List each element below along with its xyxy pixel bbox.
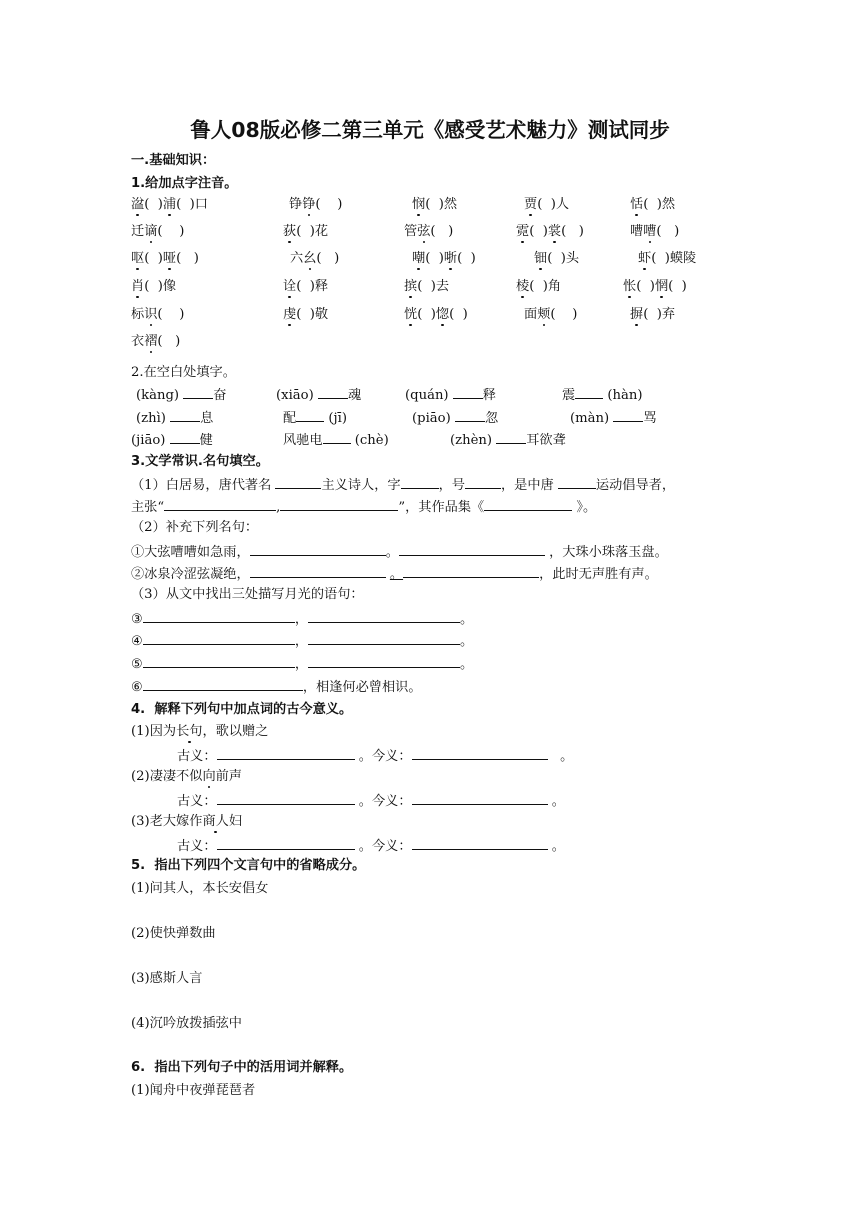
pinyin-blank: ( )蟆陵 [651,251,697,266]
pronunciation-item [412,196,457,214]
given-char: 忽 [484,411,499,426]
fill-item [405,385,496,405]
ellipsis-sentence: (1)问其人，本长安倡女 [131,881,269,896]
dotted-word: 长句 [176,724,203,739]
pinyin-blank: ( ) [561,224,584,239]
modern-blank [412,791,548,805]
pinyin-blank: ( ) [636,279,655,294]
dotted-char: 怅 [623,279,637,294]
ancient-blank [217,791,355,805]
fill-item [450,430,566,450]
pronunciation-item [412,250,476,268]
given-char: 奋 [213,388,227,403]
usage-sentence: (1)闻舟中夜弹琵琶者 [131,1083,256,1098]
dotted-char: 湓 [131,197,145,212]
blank-line [170,408,200,422]
given-char: 释 [482,388,496,403]
pronunciation-item [516,223,584,241]
pronunciation-item [404,223,453,241]
pinyin-blank: ( ) [457,251,476,266]
pinyin-blank: ( )头 [547,251,580,266]
pinyin: (quán) [405,388,449,403]
dotted-char: 颊 [537,307,551,322]
dotted-char: 恍 [404,307,418,322]
item-number: (2) [131,769,150,784]
plain-char: 标 [131,307,145,322]
dotted-char: 虾 [638,251,652,266]
question-2-heading: 2.在空白处填字。 [131,365,236,380]
pinyin: (zhì) [136,411,166,426]
pronunciation-item [524,196,569,214]
dotted-char: 铮 [302,197,316,212]
dotted-char: 惘 [654,279,669,294]
blank-line [323,430,351,444]
period: 。 [560,749,574,764]
pinyin: (kàng) [136,388,180,403]
pinyin-blank: ( ) [529,224,548,239]
meaning-answer [177,791,565,811]
dotted-char: 钿 [534,251,548,266]
pronunciation-item [283,306,328,324]
given-char: 耳欲聋 [526,433,566,448]
moon-line-4: ④ ， 。 [131,631,473,651]
given-char: 配 [283,411,297,426]
pronunciation-item [283,278,328,296]
moon-line-3: ③ ， 。 [131,609,473,629]
pronunciation-item [404,306,468,324]
question-5-heading: 5. 指出下列四个文言句中的省略成分。 [131,858,366,873]
given-char: 魂 [347,388,362,403]
pronunciation-item [630,196,675,214]
modern-label: 。今义： [358,749,412,764]
dotted-char: 诠 [283,279,297,294]
dotted-char: 棱 [516,279,530,294]
blank-line [318,385,348,399]
given-char: 息 [200,411,214,426]
pinyin-blank: ( )然 [643,197,676,212]
pronunciation-item [131,250,199,268]
dotted-char: 谪 [144,224,158,239]
quote-line-2: ②冰泉冷涩弦凝绝， 。 ，此时无声胜有声。 [131,564,658,584]
pinyin-blank: ( ) [157,224,185,239]
plain-char: 管 [404,224,418,239]
ellipsis-sentence: (4)沉吟放拨插弦中 [131,1016,242,1031]
modern-blank [412,836,548,850]
pronunciation-item [516,278,561,296]
pinyin-blank: ( )弃 [643,307,676,322]
pronunciation-item [630,306,675,324]
plain-char: 六 [290,251,304,266]
blank-line [455,408,485,422]
literature-subheading-3: （3）从文中找出三处描写月光的语句： [131,587,364,602]
meaning-sentence [131,768,242,786]
pinyin-blank: ( ) [550,307,578,322]
dotted-char: 摒 [630,307,644,322]
period: 。 [551,794,565,809]
given-char: 风驰电 [283,433,323,448]
pinyin: (jiāo) [131,433,166,448]
pinyin-blank: ( ) [425,251,444,266]
dotted-char: 虔 [283,307,297,322]
quote-line-1: ①大弦嘈嘈如急雨， 。 ，大珠小珠落玉盘。 [131,542,668,562]
fill-item [136,385,226,405]
pinyin: (piāo) [412,411,451,426]
fill-item [283,408,347,428]
pronunciation-item [630,223,679,241]
fill-item [283,430,389,450]
question-3-heading: 3.文学常识.名句填空。 [131,454,269,469]
sentence-text: 凄凄不似 [149,769,203,784]
dotted-char: 浦 [162,197,177,212]
pinyin: (hàn) [607,388,643,403]
pinyin-blank: ( )角 [529,279,562,294]
ancient-blank [217,746,355,760]
pinyin-blank: ( ) [417,307,436,322]
dotted-char: 幺 [303,251,317,266]
fill-item [570,408,657,428]
dotted-char: 嘈 [643,224,657,239]
plain-char: 迁 [131,224,145,239]
pronunciation-item [404,278,449,296]
dotted-char: 识 [144,307,158,322]
dotted-char: 弦 [417,224,431,239]
pinyin-blank: ( ) [315,197,343,212]
pinyin-blank: ( ) [157,334,181,349]
period: 。 [551,839,565,854]
ancient-label: 古义： [177,839,217,854]
pronunciation-item [131,196,208,214]
ancient-label: 古义： [177,749,217,764]
moon-line-5: ⑤ ， 。 [131,654,473,674]
sentence-text: 因为 [149,724,177,739]
plain-char: 衣 [131,334,145,349]
dotted-char: 哳 [443,251,458,266]
dotted-char: 荻 [283,224,297,239]
literature-line-2: 主张“ , ”，其作品集《 》。 [131,497,596,517]
pinyin-blank: ( ) [430,224,454,239]
blank-line [170,430,200,444]
dotted-char: 惚 [435,307,450,322]
item-number: (3) [131,814,150,829]
sentence-text: 前声 [215,769,242,784]
dotted-char: 摈 [404,279,418,294]
pronunciation-item [131,333,180,351]
pinyin: (xiāo) [276,388,314,403]
sentence-text: 老大嫁作 [149,814,203,829]
pronunciation-item [289,196,342,214]
fill-item [412,408,498,428]
pinyin-blank: ( ) [144,251,163,266]
question-6-heading: 6. 指出下列句子中的活用词并解释。 [131,1060,353,1075]
pronunciation-item [131,278,176,296]
moon-line-6: ⑥ ，相逢何必曾相识。 [131,677,422,697]
pinyin-blank: ( )释 [296,279,329,294]
blank-line [183,385,213,399]
meaning-sentence [131,723,268,741]
pronunciation-item [290,250,339,268]
pinyin-blank: ( ) [668,279,687,294]
sentence-text: 妇 [228,814,242,829]
ancient-blank [217,836,355,850]
fill-item [131,430,213,450]
ancient-label: 古义： [177,794,217,809]
pinyin: (zhèn) [450,433,493,448]
pronunciation-item [283,223,328,241]
question-1-heading: 1.给加点字注音。 [131,176,238,191]
section-heading: 一.基础知识： [131,153,216,168]
dotted-char: 哑 [162,251,177,266]
dotted-char: 悯 [412,197,426,212]
dotted-char: 贾 [524,197,538,212]
pronunciation-item [524,306,577,324]
question-4-heading: 4. 解释下列句中加点词的古今意义。 [131,702,353,717]
fill-item [562,385,643,405]
document-title: 鲁人08版必修二第三单元《感受艺术魅力》测试同步 [190,118,670,142]
pronunciation-item [623,278,687,296]
modern-label: 。今义： [358,794,412,809]
plain-char: 嘈 [630,224,644,239]
pinyin-blank: ( ) [316,251,340,266]
pinyin-blank: ( )敬 [296,307,329,322]
pinyin-blank: ( ) [449,307,468,322]
dotted-char: 霓 [516,224,530,239]
pinyin-blank: ( )人 [537,197,570,212]
blank-line [453,385,483,399]
pronunciation-item [638,250,696,268]
pinyin-blank: ( ) [144,197,163,212]
pinyin-blank: ( ) [176,251,199,266]
given-char: 骂 [643,411,657,426]
dotted-char: 裳 [547,224,562,239]
blank-line [496,430,526,444]
dotted-word: 商人 [202,814,229,829]
dotted-word: 向 [202,769,216,784]
dotted-char: 褶 [144,334,158,349]
pinyin: (màn) [570,411,610,426]
modern-blank [412,746,548,760]
dotted-char: 嘲 [412,251,426,266]
pinyin-blank: ( ) [157,307,185,322]
ellipsis-sentence: (2)使快弹数曲 [131,926,216,941]
dotted-char: 呕 [131,251,145,266]
pronunciation-item [131,306,184,324]
literature-line-1: （1）白居易，唐代著名 主义诗人，字 ，号 ，是中唐 运动倡导者， [131,475,675,495]
item-number: (1) [131,724,150,739]
sentence-text: ，歌以赠之 [202,724,269,739]
meaning-sentence [131,813,242,831]
given-char: 震 [562,388,576,403]
pinyin: (chè) [354,433,389,448]
meaning-answer [177,836,565,856]
blank-line [296,408,324,422]
fill-item [276,385,361,405]
meaning-answer [177,746,573,766]
blank-line [613,408,643,422]
given-char: 健 [199,433,213,448]
pinyin-blank: ( )像 [144,279,177,294]
plain-char: 面 [524,307,538,322]
pinyin-blank: ( ) [656,224,680,239]
modern-label: 。今义： [358,839,412,854]
blank-line [575,385,603,399]
pinyin-blank: ( )去 [417,279,450,294]
dotted-char: 恬 [630,197,644,212]
ellipsis-sentence: (3)感斯人言 [131,971,203,986]
literature-subheading-2: （2）补充下列名句： [131,520,259,535]
plain-char: 铮 [289,197,303,212]
dotted-char: 肖 [131,279,145,294]
pinyin-blank: ( )口 [176,197,208,212]
pinyin-blank: ( )然 [425,197,458,212]
pinyin: (jī) [328,411,347,426]
pronunciation-item [534,250,579,268]
fill-item [136,408,213,428]
pinyin-blank: ( )花 [296,224,329,239]
pronunciation-item [131,223,184,241]
